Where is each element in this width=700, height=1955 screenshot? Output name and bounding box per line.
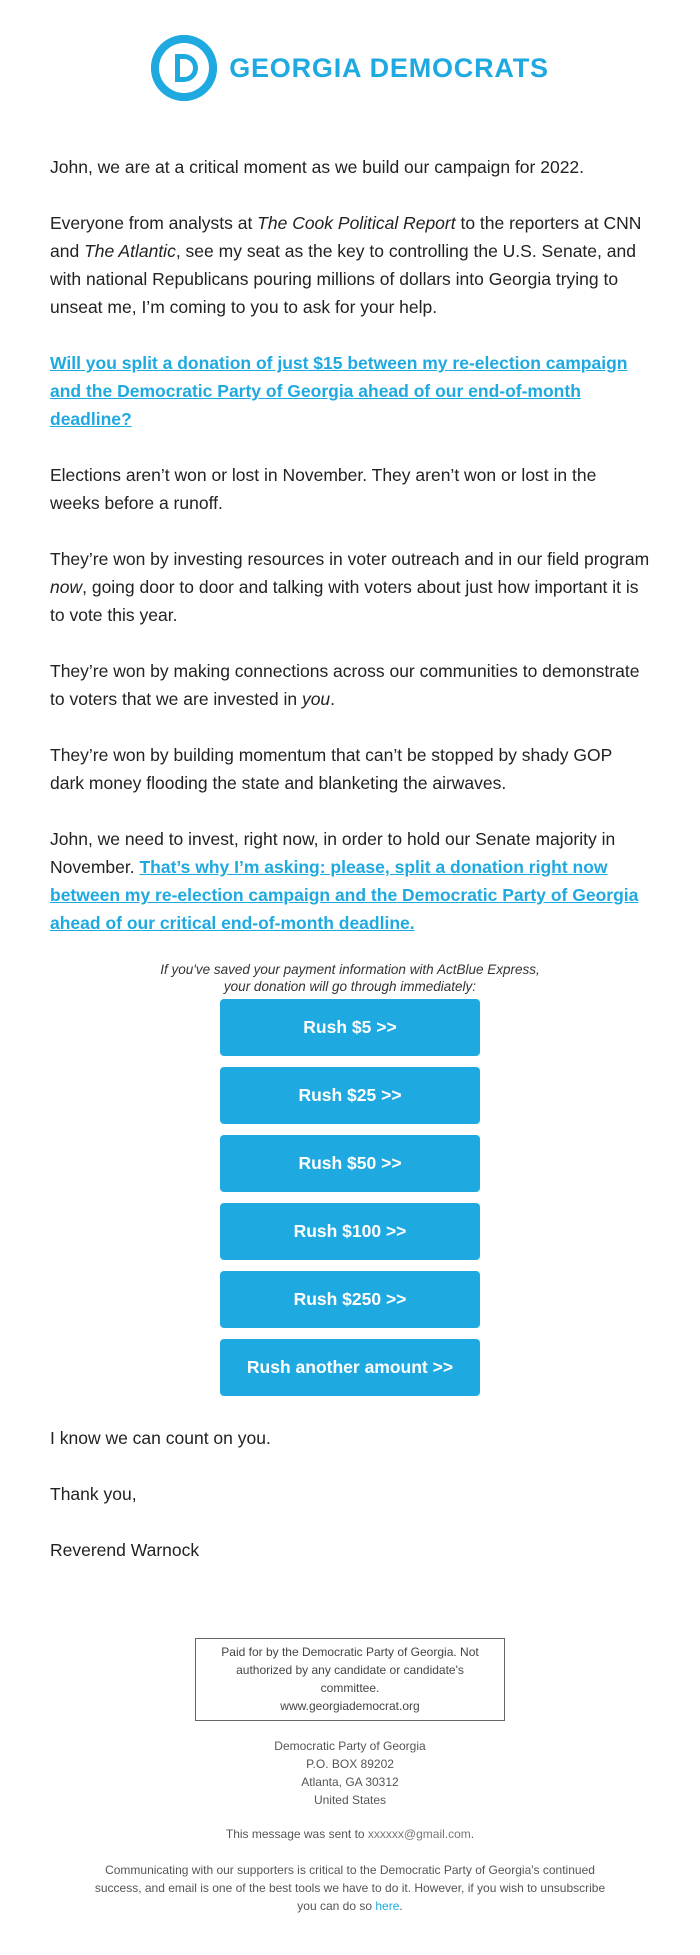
email-closing bbox=[0, 1396, 700, 1564]
address-line: P.O. BOX 89202 bbox=[306, 1757, 394, 1771]
paragraph-intro: John, we are at a critical moment as we build our campaign for 2022. bbox=[50, 157, 585, 177]
closing-line: I know we can count on you. bbox=[50, 1428, 271, 1448]
emphasis: you bbox=[301, 689, 331, 709]
actblue-express-note bbox=[0, 961, 700, 995]
address-line: United States bbox=[313, 1793, 387, 1807]
note-line: your donation will go through immediately: bbox=[223, 979, 477, 994]
text-span: , see my seat as the key to controlling the U.S. Senate, and with national Republicans pouring millions of dollars into Georgia trying to unseat me, I’m coming to you to ask for your help. bbox=[50, 241, 636, 317]
disclaimer-website: www.georgiademocrat.org bbox=[280, 1699, 420, 1713]
rush-25-button[interactable]: Rush $25 >> bbox=[220, 1067, 480, 1124]
paragraph-invest bbox=[50, 825, 650, 937]
logo-wordmark: GEORGIA DEMOCRATS bbox=[229, 52, 549, 83]
rush-other-amount-button[interactable]: Rush another amount >> bbox=[220, 1339, 480, 1396]
emphasis: now bbox=[50, 577, 83, 597]
text-span: Everyone from analysts at bbox=[50, 213, 258, 233]
rush-250-button[interactable]: Rush $250 >> bbox=[220, 1271, 480, 1328]
email-footer bbox=[0, 1592, 700, 1955]
note-line: If you've saved your payment information with ActBlue Express, bbox=[160, 962, 540, 977]
sent-to-notice bbox=[0, 1825, 700, 1843]
text-span: . bbox=[330, 689, 336, 709]
sign-off: Thank you, bbox=[50, 1484, 137, 1504]
text-span: Communicating with our supporters is critical to the Democratic Party of Georgia's continued success, and email is one of the best tools we have to do it. However, if you wish to unsubscribe you can do so bbox=[94, 1863, 606, 1913]
address-line: Atlanta, GA 30312 bbox=[301, 1775, 399, 1789]
disclaimer-line: authorized by any candidate or candidate's committee. bbox=[236, 1663, 464, 1695]
email-body bbox=[0, 103, 700, 937]
text-span: . bbox=[470, 1827, 475, 1841]
paid-for-disclaimer bbox=[195, 1638, 505, 1721]
unsubscribe-notice bbox=[90, 1861, 610, 1955]
text-span: They’re won by making connections across our communities to demonstrate to voters that we are invested in bbox=[50, 661, 640, 709]
disclaimer-line: Paid for by the Democratic Party of Georgia. Not bbox=[221, 1645, 479, 1659]
paragraph-elections: Elections aren’t won or lost in November. They aren’t won or lost in the weeks before a runoff. bbox=[50, 465, 597, 513]
address-line: Democratic Party of Georgia bbox=[274, 1739, 426, 1753]
signature: Reverend Warnock bbox=[50, 1540, 200, 1560]
paragraph-connections bbox=[50, 657, 650, 713]
text-span: This message was sent to bbox=[225, 1827, 368, 1841]
donate-link-15[interactable]: Will you split a donation of just $15 between my re-election campaign and the Democratic Party of Georgia ahead of our end-of-month deadline? bbox=[50, 353, 628, 429]
text-span: to the reporters at CNN and bbox=[50, 213, 642, 261]
text-span: They’re won by investing resources in voter outreach and in our field program bbox=[50, 549, 650, 569]
publication-name: The Atlantic bbox=[84, 241, 176, 261]
paragraph-field-program bbox=[50, 545, 650, 629]
text-span: John, we need to invest, right now, in order to hold our Senate majority in November. bbox=[50, 829, 616, 877]
democrats-d-icon bbox=[151, 35, 217, 101]
text-span: . bbox=[399, 1899, 403, 1913]
unsubscribe-link[interactable]: here bbox=[375, 1899, 400, 1913]
mailing-address bbox=[0, 1737, 700, 1809]
publication-name: The Cook Political Report bbox=[257, 213, 456, 233]
donation-buttons bbox=[0, 999, 700, 1396]
donate-link-split[interactable]: That’s why I’m asking: please, split a donation right now between my re-election campaign and the Democratic Party of Georgia ahead of our critical end-of-month deadline. bbox=[50, 857, 639, 933]
paragraph-cta-1 bbox=[50, 349, 650, 433]
paragraph-analysts bbox=[50, 209, 650, 321]
text-span: , going door to door and talking with voters about just how important it is to vote this year. bbox=[50, 577, 639, 625]
header-logo[interactable] bbox=[0, 0, 700, 103]
paragraph-momentum: They’re won by building momentum that can’t be stopped by shady GOP dark money flooding the state and blanketing the airwaves. bbox=[50, 745, 612, 793]
rush-5-button[interactable]: Rush $5 >> bbox=[220, 999, 480, 1056]
rush-100-button[interactable]: Rush $100 >> bbox=[220, 1203, 480, 1260]
recipient-email: xxxxxx@gmail.com bbox=[367, 1827, 471, 1841]
rush-50-button[interactable]: Rush $50 >> bbox=[220, 1135, 480, 1192]
